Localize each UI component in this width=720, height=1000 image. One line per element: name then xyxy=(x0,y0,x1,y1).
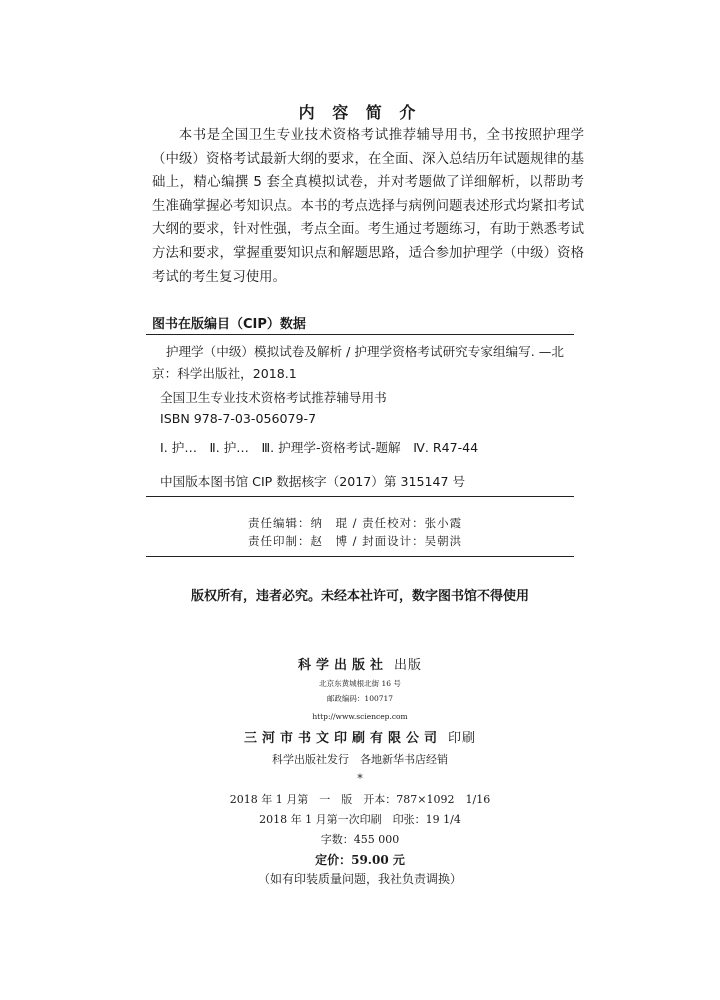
cip-approval: 中国版本图书馆 CIP 数据核字（2017）第 315147 号 xyxy=(160,474,466,489)
publisher-address: 北京东黄城根北街 16 号 xyxy=(319,679,401,688)
publisher-name: 科学出版社 xyxy=(297,658,388,673)
edition-line-1: 2018 年 1 月第 一 版 开本：787×1092 1/16 xyxy=(229,793,491,806)
cip-bottom-rule xyxy=(146,496,574,497)
printer-name: 三河市书文印刷有限公司 xyxy=(243,731,442,746)
intro-paragraph: 本书是全国卫生专业技术资格考试推荐辅导用书，全书按照护理学（中级）资格考试最新大纲的要求，在全面、深入总结历年试题规律的基础上，精心编撰 5 套全真模拟试卷，并对考题做了详细解析，以帮助考生准确掌握必考知识点。本书的考点选择与病例问题表述形式均紧扣考试大纲的要求，针对性强，考点全面。考生通过考题练习，有助于熟悉考试方法和要求，掌握重要知识点和解题思路，适合参加护理学（中级）资格考试的考生复习使用。 xyxy=(152,128,584,285)
printer-line xyxy=(0,727,720,746)
credits-rule xyxy=(146,556,574,557)
distribution-line: 科学出版社发行 各地新华书店经销 xyxy=(272,753,448,766)
cip-subjects: Ⅰ. 护… Ⅱ. 护… Ⅲ. 护理学-资格考试-题解 Ⅳ. R47-44 xyxy=(160,440,479,455)
publisher-postcode: 邮政编码：100717 xyxy=(326,694,394,703)
cip-top-rule xyxy=(146,334,574,335)
credits-line-2: 责任印制：赵 博 / 封面设计：吴朝洪 xyxy=(248,534,463,548)
publisher-url: http://www.sciencep.com xyxy=(312,712,408,721)
intro-title: 内 容 简 介 xyxy=(298,103,422,122)
publisher-line xyxy=(0,654,720,673)
cip-record: 护理学（中级）模拟试卷及解析 / 护理学资格考试研究专家组编写. —北京：科学出版社，2018.1 xyxy=(152,344,564,381)
quality-note: （如有印装质量问题，我社负责调换） xyxy=(257,872,462,886)
cip-heading: 图书在版编目（CIP）数据 xyxy=(152,317,306,332)
price: 定价：59.00 元 xyxy=(315,853,405,867)
cip-series: 全国卫生专业技术资格考试推荐辅导用书 xyxy=(160,390,387,405)
publisher-suffix: 出版 xyxy=(394,658,423,673)
copyright-notice: 版权所有，违者必究。未经本社许可，数字图书馆不得使用 xyxy=(190,589,529,604)
cip-isbn: ISBN 978-7-03-056079-7 xyxy=(160,411,317,426)
printer-suffix: 印刷 xyxy=(448,731,477,746)
separator-star: * xyxy=(357,772,363,785)
word-count: 字数：455 000 xyxy=(320,833,400,846)
edition-line-2: 2018 年 1 月第一次印刷 印张：19 1/4 xyxy=(259,813,461,826)
credits-line-1: 责任编辑：纳 琨 / 责任校对：张小霞 xyxy=(248,516,463,530)
